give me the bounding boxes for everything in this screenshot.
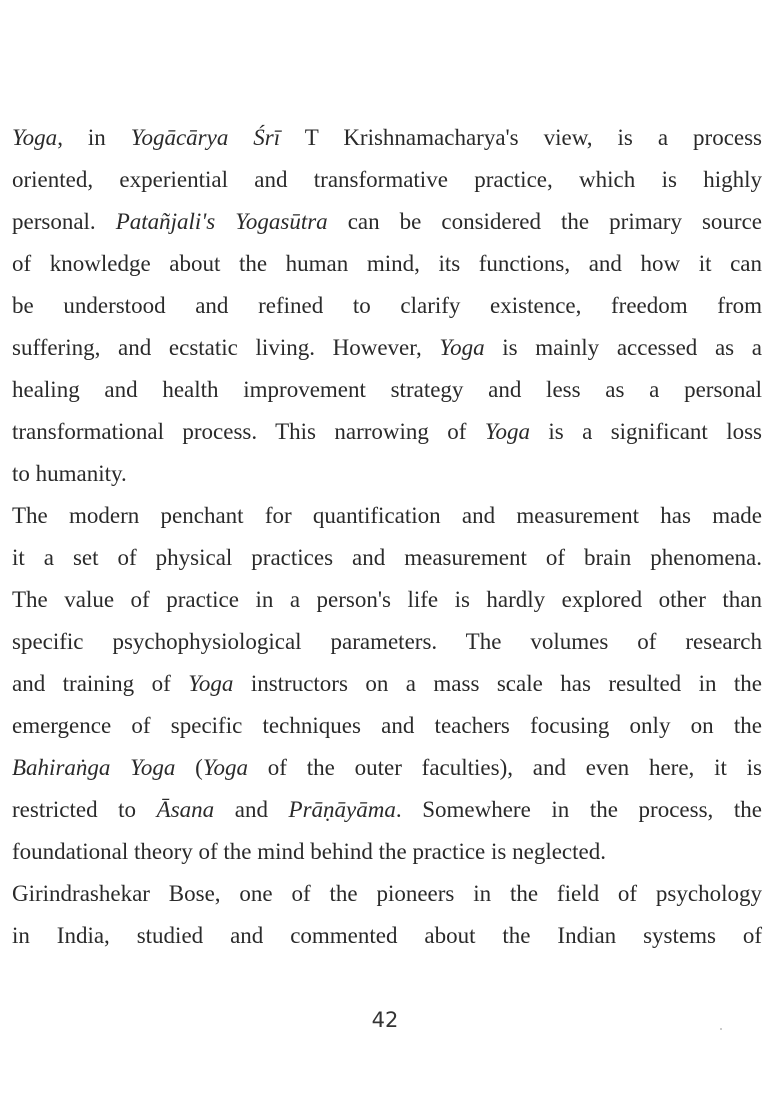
text-segment: foundational theory of the mind behind the practice is neglected. bbox=[12, 839, 606, 864]
text-line bbox=[12, 123, 762, 153]
text-segment: instructors on a mass scale has resulted in the bbox=[233, 671, 762, 696]
text-segment: in India, studied and commented about the Indian systems of bbox=[12, 923, 762, 948]
italic-term: Yogācārya Śrī bbox=[130, 125, 281, 150]
text-segment: oriented, experiential and transformative practice, which is highly bbox=[12, 167, 762, 192]
text-segment: specific psychophysiological parameters. The volumes of research bbox=[12, 629, 762, 654]
italic-term: Yoga bbox=[439, 335, 485, 360]
text-segment: to humanity. bbox=[12, 461, 127, 486]
text-segment: Girindrashekar Bose, one of the pioneers in the field of psychology bbox=[12, 881, 762, 906]
text-line bbox=[12, 375, 762, 405]
italic-term: Patañjali's Yogasūtra bbox=[115, 209, 328, 234]
text-segment: healing and health improvement strategy and less as a personal bbox=[12, 377, 762, 402]
text-segment: restricted to bbox=[12, 797, 157, 822]
page-number: 42 bbox=[371, 1008, 399, 1032]
text-segment: can be considered the primary source bbox=[327, 209, 763, 234]
text-line bbox=[12, 249, 762, 279]
text-segment: The value of practice in a person's life is hardly explored other than bbox=[12, 587, 762, 612]
text-segment: The modern penchant for quantification and measurement has made bbox=[12, 503, 762, 528]
text-line bbox=[12, 921, 762, 951]
text-segment: T Krishnamacharya's view, is a process bbox=[280, 125, 763, 150]
italic-term: Yoga bbox=[12, 125, 58, 150]
text-line bbox=[12, 543, 762, 573]
text-line bbox=[12, 333, 762, 363]
text-segment: of knowledge about the human mind, its functions, and how it can bbox=[12, 251, 762, 276]
text-line bbox=[12, 585, 762, 615]
text-line bbox=[12, 207, 762, 237]
text-line bbox=[12, 417, 762, 447]
text-line bbox=[12, 795, 762, 825]
italic-term: Yoga bbox=[484, 419, 531, 444]
italic-term: Prāṇāyāma bbox=[288, 797, 396, 822]
text-segment: and bbox=[214, 797, 289, 822]
text-segment: be understood and refined to clarify existence, freedom from bbox=[12, 293, 762, 318]
text-segment: suffering, and ecstatic living. However, bbox=[12, 335, 440, 360]
text-line bbox=[12, 879, 762, 909]
text-segment: . Somewhere in the process, the bbox=[395, 797, 762, 822]
text-line bbox=[12, 627, 762, 657]
text-line bbox=[12, 669, 762, 699]
text-segment: is mainly accessed as a bbox=[484, 335, 762, 360]
text-line bbox=[12, 753, 762, 783]
text-line bbox=[12, 165, 762, 195]
text-segment: is a significant loss bbox=[530, 419, 762, 444]
text-line bbox=[12, 837, 762, 867]
italic-term: Yoga bbox=[188, 671, 234, 696]
text-segment: personal. bbox=[12, 209, 116, 234]
text-segment: ( bbox=[175, 755, 203, 780]
text-line bbox=[12, 459, 762, 489]
text-line bbox=[12, 501, 762, 531]
text-segment: , in bbox=[57, 125, 131, 150]
italic-term: Bahiraṅga Yoga bbox=[12, 755, 176, 780]
scan-speck bbox=[720, 1028, 722, 1030]
text-line bbox=[12, 291, 762, 321]
text-segment: transformational process. This narrowing of bbox=[12, 419, 485, 444]
italic-term: Yoga bbox=[202, 755, 248, 780]
text-segment: it a set of physical practices and measurement of brain phenomena. bbox=[12, 545, 762, 570]
text-segment: of the outer faculties), and even here, it is bbox=[248, 755, 762, 780]
italic-term: Āsana bbox=[156, 797, 215, 822]
text-segment: and training of bbox=[12, 671, 189, 696]
text-line bbox=[12, 711, 762, 741]
text-segment: emergence of specific techniques and teachers focusing only on the bbox=[12, 713, 762, 738]
